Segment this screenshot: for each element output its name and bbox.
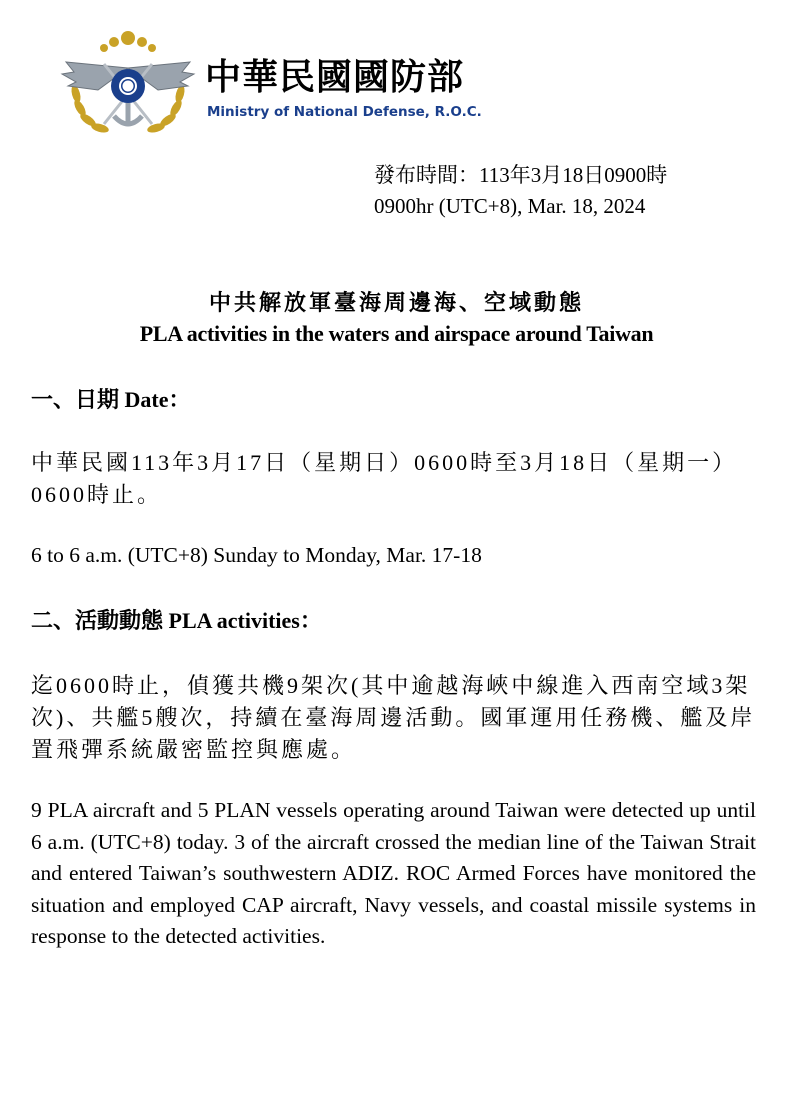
section-activities-en: 9 PLA aircraft and 5 PLAN vessels operating around Taiwan were detected up until 6 a.m. (UTC+8) today. 3 of the aircraft crossed the median line of the Taiwan Strait and entered Taiwan’s southwestern ADIZ. ROC Armed Forces have monitored the situation and employed CAP aircraft, Navy vessels, and coastal missile systems in response to the detected activities. <box>31 798 756 948</box>
mnd-emblem-icon <box>58 28 198 140</box>
title-zh: 中共解放軍臺海周邊海、空域動態 <box>208 290 584 315</box>
release-time <box>374 160 667 222</box>
section-date-heading: 一、日期 Date： <box>31 387 191 412</box>
release-time-en: 0900hr (UTC+8), Mar. 18, 2024 <box>374 194 646 218</box>
section-activities-heading: 二、活動動態 PLA activities： <box>31 608 322 633</box>
org-name-en: Ministry of National Defense, R.O.C. <box>207 104 482 120</box>
section-date-en: 6 to 6 a.m. (UTC+8) Sunday to Monday, Mar. 17-18 <box>31 543 482 567</box>
section-activities-zh: 迄0600時止，偵獲共機9架次(其中逾越海峽中線進入西南空域3架次)、共艦5艘次，持續在臺海周邊活動。國軍運用任務機、艦及岸置飛彈系統嚴密監控與應處。 <box>31 673 756 762</box>
release-time-zh: 發布時間：113年3月18日0900時 <box>374 163 668 187</box>
title-en: PLA activities in the waters and airspace around Taiwan <box>139 321 654 346</box>
org-name-zh: 中華民國國防部 <box>205 57 465 98</box>
document-title <box>30 287 763 349</box>
section-date-zh: 中華民國113年3月17日（星期日）0600時至3月18日（星期一）0600時止。 <box>31 450 738 507</box>
